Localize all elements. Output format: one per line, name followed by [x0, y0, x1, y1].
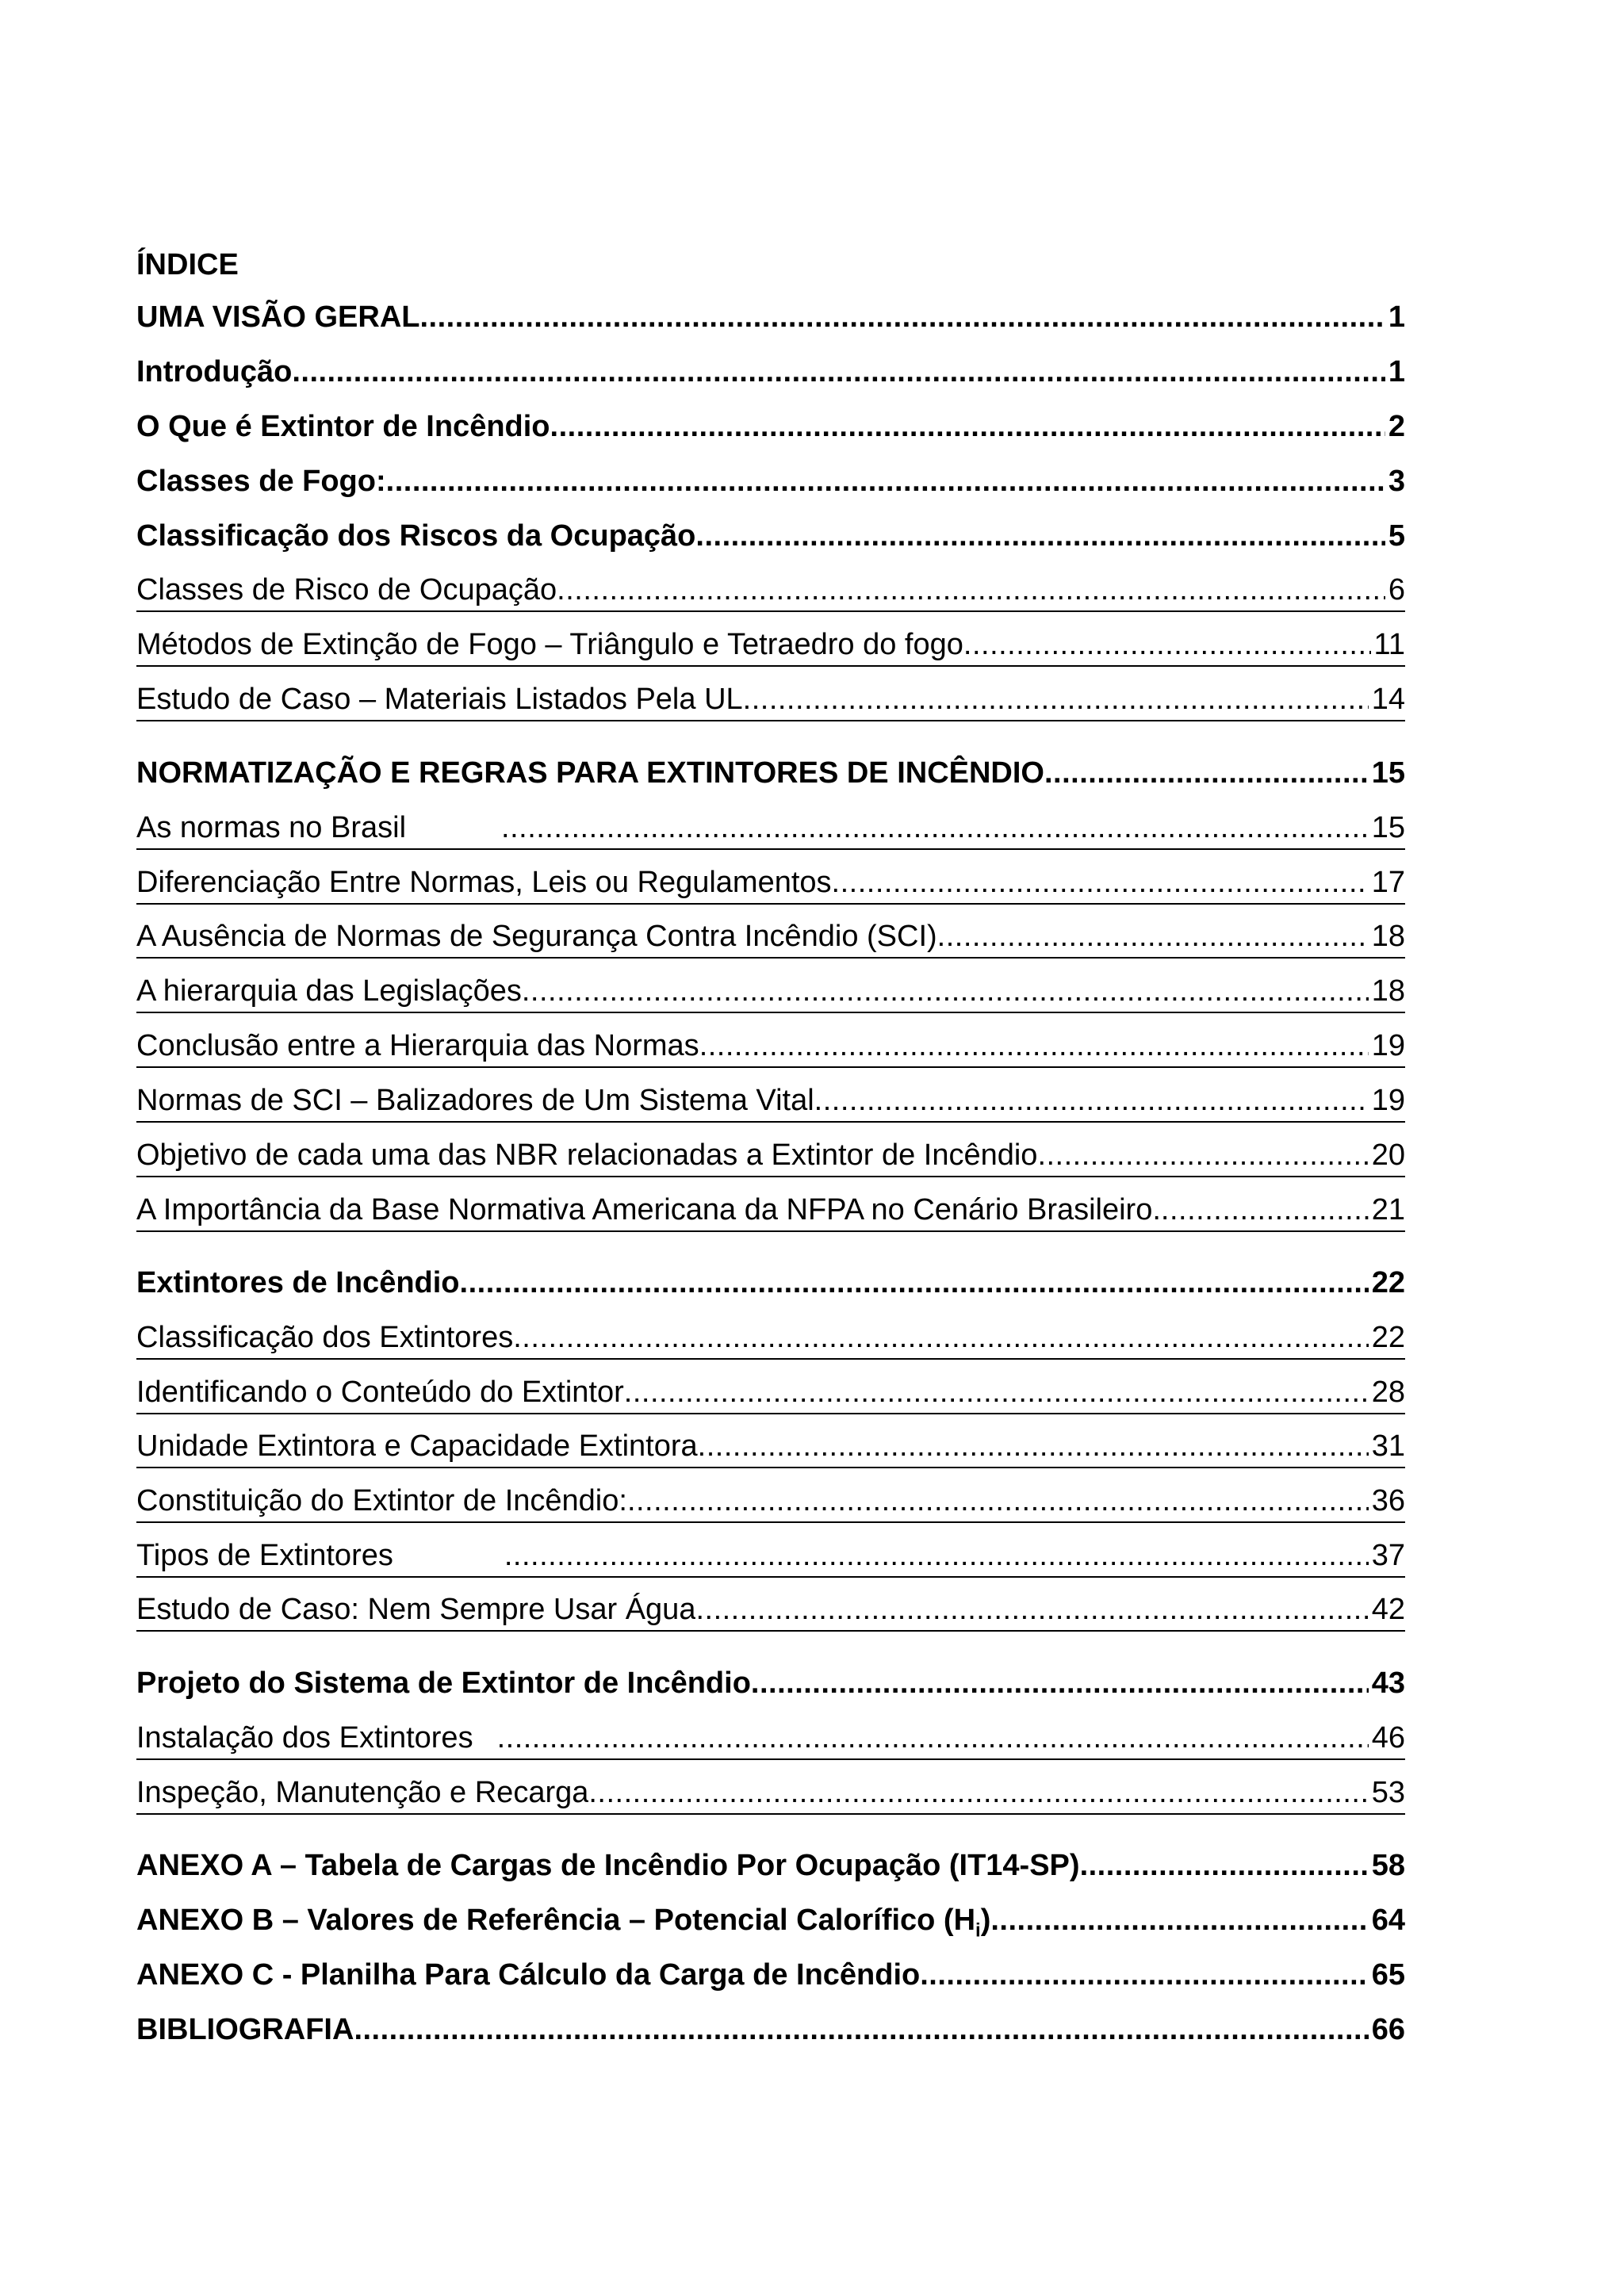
toc-entry-page-number: 17: [1371, 866, 1405, 899]
toc-entry-page-number: 22: [1371, 1321, 1405, 1354]
toc-entry-page-number: 42: [1371, 1593, 1405, 1626]
toc-entry-label: [136, 1425, 698, 1467]
toc-entry-page-number: 58: [1371, 1849, 1405, 1882]
toc-entry-label-text: Instalação dos Extintores: [136, 1721, 473, 1755]
toc-dot-leader: [990, 1900, 1368, 1941]
toc-entry-page-number: 2: [1388, 410, 1405, 443]
toc-entry[interactable]: [136, 862, 1405, 905]
toc-entry-label: [136, 461, 386, 502]
toc-entry[interactable]: [136, 1900, 1405, 1941]
toc-entry[interactable]: [136, 297, 1405, 338]
toc-entry[interactable]: [136, 752, 1405, 794]
toc-entry-label: [136, 1372, 624, 1413]
toc-entry-label: [136, 752, 1044, 794]
toc-entry[interactable]: [136, 679, 1405, 721]
toc-entry-page-number: 46: [1371, 1721, 1405, 1755]
toc-entry-page-number: 28: [1371, 1376, 1405, 1409]
toc-entry-label-text: BIBLIOGRAFIA: [136, 2013, 354, 2046]
toc-dot-leader: [695, 515, 1385, 557]
toc-dot-leader: [513, 1317, 1369, 1358]
toc-dot-leader: [627, 1480, 1369, 1521]
toc-entry-label-suffix: ): [980, 1904, 991, 1937]
toc-entry-label-text: Unidade Extintora e Capacidade Extintora: [136, 1429, 698, 1463]
toc-dot-leader: [1037, 1135, 1368, 1176]
toc-entry[interactable]: [136, 569, 1405, 612]
toc-entry-label-text: A hierarquia das Legislações: [136, 974, 522, 1008]
toc-entry-label-text: Normas de SCI – Balizadores de Um Sistema Vital: [136, 1084, 814, 1117]
toc-entry[interactable]: [136, 1954, 1405, 1996]
toc-entry-label: [136, 351, 292, 392]
toc-entry-label: [136, 1189, 1161, 1230]
toc-entry-page-number: 21: [1371, 1193, 1405, 1226]
toc-entry-label: [136, 1317, 513, 1358]
toc-entry[interactable]: [136, 970, 1405, 1013]
toc-entry-label-text: Introdução: [136, 355, 293, 388]
toc-entry-label: [136, 1080, 814, 1121]
toc-entry-label: [136, 1480, 627, 1521]
toc-dot-leader: [504, 1535, 1369, 1576]
toc-entry[interactable]: [136, 916, 1405, 959]
toc-entry-label-text: Classes de Risco de Ocupação: [136, 573, 557, 607]
toc-entry-label: [136, 2009, 354, 2050]
toc-entry-page-number: 14: [1371, 683, 1405, 716]
toc-dot-leader: [1080, 1845, 1369, 1886]
toc-entry-page-number: 11: [1373, 628, 1405, 661]
toc-entry-label-text: Projeto do Sistema de Extintor de Incêndio: [136, 1667, 751, 1700]
toc-entry-page-number: 15: [1371, 756, 1405, 790]
toc-entry-label: [136, 1262, 460, 1303]
toc-entry[interactable]: [136, 1480, 1405, 1523]
toc-entry[interactable]: [136, 2009, 1405, 2050]
toc-entry-label: [136, 1535, 393, 1576]
toc-entry-page-number: 20: [1371, 1138, 1405, 1172]
toc-entry-label: [136, 1663, 751, 1704]
toc-dot-leader: [522, 970, 1369, 1012]
toc-dot-leader: [624, 1372, 1369, 1413]
toc-entry-page-number: 5: [1388, 519, 1405, 553]
toc-entry-page-number: 22: [1371, 1266, 1405, 1299]
toc-dot-leader: [460, 1262, 1369, 1303]
toc-entry-label-text: Classes de Fogo:: [136, 465, 386, 498]
toc-entry-label-text: Identificando o Conteúdo do Extintor: [136, 1376, 624, 1409]
toc-dot-leader: [501, 807, 1369, 848]
toc-entry-label-text: Classificação dos Riscos da Ocupação: [136, 519, 696, 553]
toc-dot-leader: [497, 1717, 1369, 1758]
toc-entry-page-number: 65: [1371, 1958, 1405, 1992]
toc-dot-leader: [937, 916, 1369, 957]
toc-entry-label-text: A Ausência de Normas de Segurança Contra Incêndio (SCI): [136, 920, 937, 953]
toc-entry-label: [136, 1772, 588, 1813]
toc-entry-label-text: ANEXO C - Planilha Para Cálculo da Carga de Incêndio: [136, 1958, 921, 1992]
toc-entry-label: [136, 515, 695, 557]
toc-dot-leader: [1044, 752, 1369, 794]
toc-entry[interactable]: [136, 351, 1405, 392]
toc-entry-page-number: 64: [1371, 1904, 1405, 1937]
toc-entry-page-number: 37: [1371, 1539, 1405, 1572]
toc-entry[interactable]: [136, 1262, 1405, 1303]
toc-entry[interactable]: [136, 515, 1405, 557]
toc-entry-label: [136, 807, 406, 848]
toc-entry[interactable]: [136, 1425, 1405, 1468]
toc-entry-label-text: Classificação dos Extintores: [136, 1321, 514, 1354]
toc-entry[interactable]: [136, 1189, 1405, 1232]
toc-entry-label: [136, 406, 550, 447]
toc-entry[interactable]: [136, 1135, 1405, 1177]
toc-entry[interactable]: [136, 1535, 1405, 1578]
toc-dot-leader: [550, 406, 1385, 447]
toc-entry-label: [136, 970, 522, 1012]
toc-dot-leader: [743, 679, 1369, 720]
toc-entry-page-number: 19: [1371, 1084, 1405, 1117]
toc-entry[interactable]: [136, 1372, 1405, 1414]
toc-entry-label: [136, 916, 937, 957]
toc-entry[interactable]: [136, 1845, 1405, 1886]
toc-entry-label: [136, 679, 743, 720]
toc-entry-label-text: Objetivo de cada uma das NBR relacionadas a Extintor de Incêndio: [136, 1138, 1038, 1172]
toc-entry-label: [136, 624, 963, 665]
toc-entry[interactable]: [136, 1772, 1405, 1815]
page-title: ÍNDICE: [136, 248, 239, 281]
toc-dot-leader: [292, 351, 1385, 392]
toc-entry-page-number: 36: [1371, 1484, 1405, 1517]
toc-entry-page-number: 6: [1388, 573, 1405, 607]
toc-entry-label: [136, 1717, 473, 1758]
toc-dot-leader: [699, 1025, 1369, 1066]
toc-dot-leader: [588, 1772, 1368, 1813]
toc-dot-leader: [386, 461, 1385, 502]
toc-entry[interactable]: [136, 1025, 1405, 1068]
toc-entry-label-text: UMA VISÃO GERAL: [136, 300, 420, 334]
toc-dot-leader: [698, 1425, 1369, 1467]
toc-entry-label: [136, 297, 420, 338]
toc-entry[interactable]: [136, 807, 1405, 850]
toc-dot-leader: [751, 1663, 1369, 1704]
toc-entry-label: [136, 1845, 1080, 1886]
toc-entry-label: [136, 569, 557, 610]
toc-entry-label-text: As normas no Brasil: [136, 811, 407, 844]
toc-entry[interactable]: [136, 1317, 1405, 1360]
toc-dot-leader: [963, 624, 1371, 665]
toc-dot-leader: [557, 569, 1385, 610]
toc-entry-label-text: O Que é Extintor de Incêndio: [136, 410, 550, 443]
toc-entry-page-number: 18: [1371, 920, 1405, 953]
toc-entry-page-number: 66: [1371, 2013, 1405, 2046]
toc-dot-leader: [832, 862, 1369, 903]
toc-entry-page-number: 19: [1371, 1029, 1405, 1062]
toc-entry-label: [136, 1135, 1037, 1176]
toc-entry-label-text: Conclusão entre a Hierarquia das Normas: [136, 1029, 699, 1062]
toc-entry[interactable]: [136, 1589, 1405, 1632]
toc-entry-page-number: 53: [1371, 1776, 1405, 1809]
toc-entry-label-text: Estudo de Caso – Materiais Listados Pela UL: [136, 683, 743, 716]
toc-entry-label: [136, 1900, 990, 1941]
toc-dot-leader: [814, 1080, 1369, 1121]
toc-entry[interactable]: [136, 406, 1405, 447]
toc-entry-page-number: 31: [1371, 1429, 1405, 1463]
toc-entry-label-text: NORMATIZAÇÃO E REGRAS PARA EXTINTORES DE INCÊNDIO: [136, 756, 1044, 790]
toc-entry[interactable]: [136, 461, 1405, 502]
toc-entry-label: [136, 1589, 695, 1630]
toc-entry-label-text: Estudo de Caso: Nem Sempre Usar Água: [136, 1593, 696, 1626]
toc-entry-label-text: Extintores de Incêndio: [136, 1266, 460, 1299]
toc-dot-leader: [1161, 1189, 1369, 1230]
toc-entry-label-text: A Importância da Base Normativa Americana da NFPA no Cenário Brasileiro.: [136, 1193, 1161, 1226]
toc-entry-page-number: 43: [1371, 1667, 1405, 1700]
toc-entry-page-number: 3: [1388, 465, 1405, 498]
toc-entry[interactable]: [136, 624, 1405, 667]
toc-entry-page-number: 1: [1388, 300, 1405, 334]
toc-dot-leader: [354, 2009, 1368, 2050]
toc-entry-page-number: 1: [1388, 355, 1405, 388]
toc-entry-label-text: Métodos de Extinção de Fogo – Triângulo e Tetraedro do fogo: [136, 628, 963, 661]
toc-entry-label-text: Inspeção, Manutenção e Recarga: [136, 1776, 589, 1809]
toc-entry[interactable]: [136, 1717, 1405, 1760]
toc-entry-label-text: ANEXO B – Valores de Referência – Potencial Calorífico (H: [136, 1904, 976, 1937]
toc-entry-label-subscript: i: [975, 1919, 981, 1941]
toc-entry[interactable]: [136, 1663, 1405, 1704]
toc-entry-label: [136, 862, 832, 903]
toc-entry[interactable]: [136, 1080, 1405, 1123]
toc-entry-label: [136, 1954, 920, 1996]
toc-entry-page-number: 18: [1371, 974, 1405, 1008]
toc-entry-label: [136, 1025, 699, 1066]
toc-dot-leader: [695, 1589, 1368, 1630]
toc-dot-leader: [920, 1954, 1368, 1996]
toc-entry-label-text: ANEXO A – Tabela de Cargas de Incêndio Por Ocupação (IT14-SP): [136, 1849, 1080, 1882]
toc-entry-label-text: Constituição do Extintor de Incêndio:: [136, 1484, 627, 1517]
toc-entry-label-text: Diferenciação Entre Normas, Leis ou Regulamentos: [136, 866, 832, 899]
toc-entry-page-number: 15: [1371, 811, 1405, 844]
toc-entry-label-text: Tipos de Extintores: [136, 1539, 393, 1572]
toc-dot-leader: [420, 297, 1385, 338]
